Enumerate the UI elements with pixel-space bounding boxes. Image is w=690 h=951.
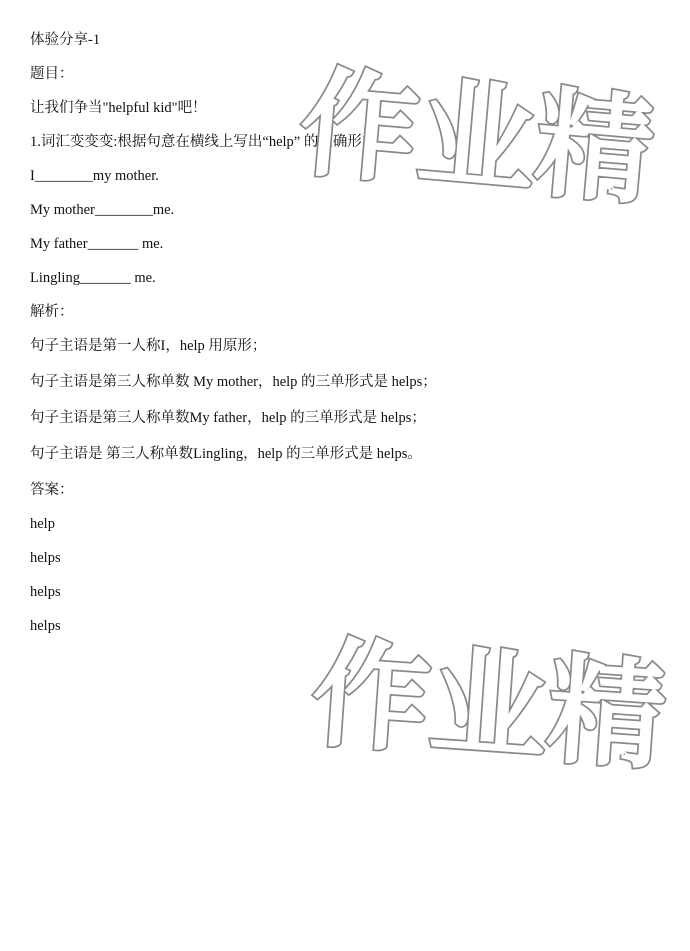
question-intro: 让我们争当"helpful kid"吧！ [30, 100, 207, 116]
blank-sentence-1: I________my mother. [30, 168, 159, 184]
analysis-heading: 解析： [30, 304, 74, 320]
question-instruction: 1.词汇变变变:根据句意在横线上写出“help” 的正确形式。 [30, 134, 391, 150]
blank-sentence-2: My mother________me. [30, 202, 175, 218]
answer-2: helps [30, 550, 61, 566]
analysis-line-2: 句子主语是第三人称单数 My mother，help 的三单形式是 helps； [30, 374, 437, 390]
blank-sentence-4: Lingling_______ me. [30, 270, 156, 286]
blank-sentence-3: My father_______ me. [30, 236, 164, 252]
answer-3: helps [30, 584, 61, 600]
question-heading: 题目： [30, 66, 74, 82]
analysis-line-4: 句子主语是 第三人称单数Lingling，help 的三单形式是 helps。 [30, 446, 422, 462]
document-body [30, 30, 670, 650]
analysis-line-3: 句子主语是第三人称单数My father，help 的三单形式是 helps； [30, 410, 426, 426]
watermark-bottom-text: 作业精 [307, 623, 671, 787]
analysis-line-1: 句子主语是第一人称I，help 用原形； [30, 338, 267, 354]
watermark-top-text: 作业精 [294, 53, 660, 222]
answer-1: help [30, 516, 55, 532]
document-title: 体验分享-1 [30, 32, 101, 48]
answer-4: helps [30, 618, 61, 634]
answer-heading: 答案： [30, 482, 74, 498]
